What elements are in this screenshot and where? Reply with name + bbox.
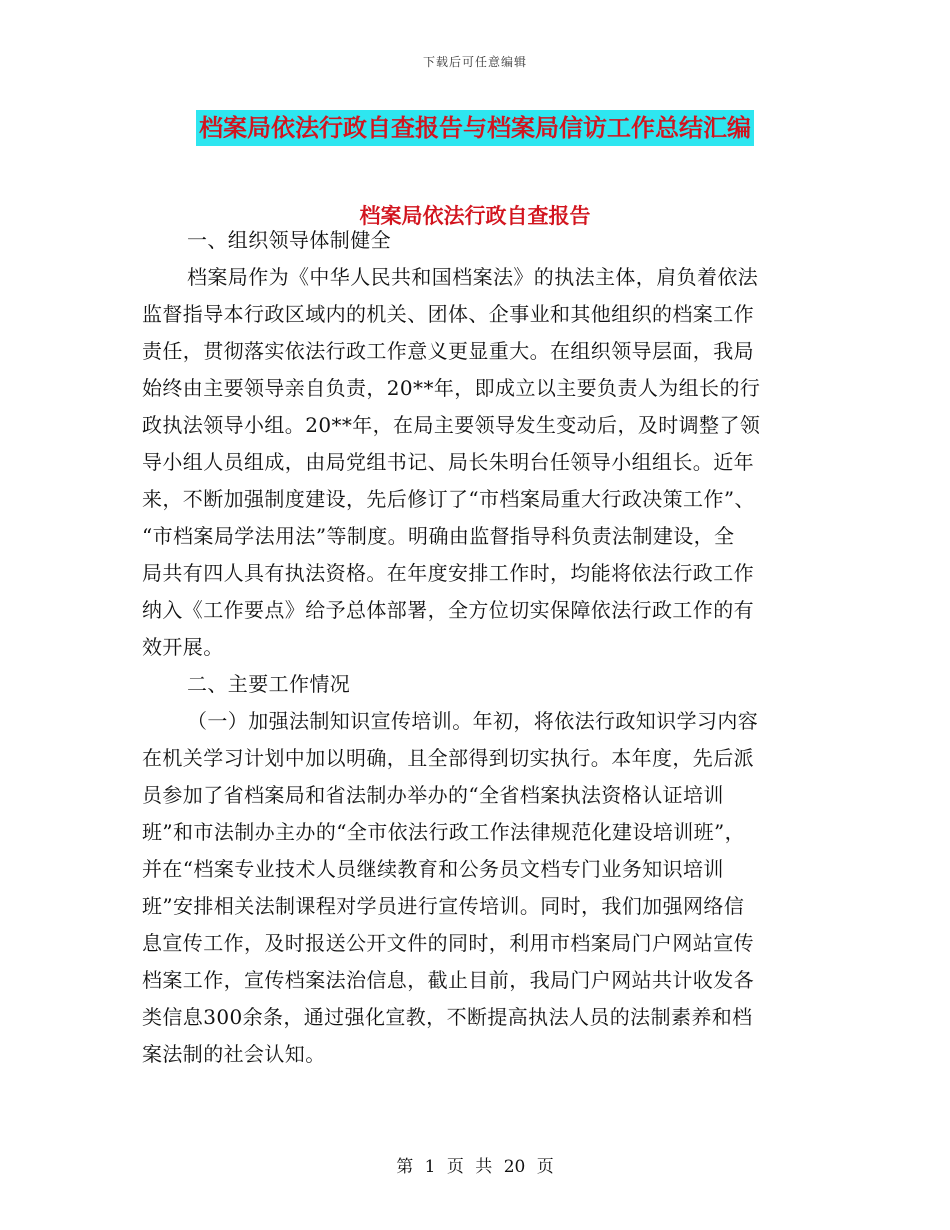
section-title: 档案局依法行政自查报告 (359, 204, 591, 228)
paragraph-line: 并在“档案专业技术人员继续教育和公务员文档专门业务知识培训 (142, 857, 724, 881)
paragraph-line: 息宣传工作，及时报送公开文件的同时，利用市档案局门户网站宣传 (142, 931, 754, 955)
paragraph-line: “市档案局学法用法”等制度。明确由监督指导科负责法制建设，全 (142, 524, 735, 548)
paragraph-line: 政执法领导小组。20**年，在局主要领导发生变动后，及时调整了领 (142, 413, 761, 437)
paragraph-line: 始终由主要领导亲自负责，20**年，即成立以主要负责人为组长的行 (142, 376, 761, 400)
paragraph-line: 纳入《工作要点》给予总体部署，全方位切实保障依法行政工作的有 (142, 598, 754, 622)
paragraph-line: 导小组人员组成，由局党组书记、局长朱明台任领导小组组长。近年 (142, 450, 754, 474)
paragraph-line: 类信息300余条，通过强化宣教，不断提高执法人员的法制素养和档 (142, 1005, 753, 1029)
paragraph-line: 员参加了省档案局和省法制办举办的“全省档案执法资格认证培训 (142, 783, 724, 807)
paragraph-line: 在机关学习计划中加以明确，且全部得到切实执行。本年度，先后派 (142, 746, 754, 770)
paragraph-line: 监督指导本行政区域内的机关、团体、企事业和其他组织的档案工作 (142, 302, 754, 326)
body-text (142, 222, 808, 1073)
heading-1: 一、组织领导体制健全 (187, 228, 391, 252)
paragraph-line: 来，不断加强制度建设，先后修订了“市档案局重大行政决策工作”、 (142, 487, 755, 511)
heading-2: 二、主要工作情况 (187, 672, 351, 696)
document-title: 档案局依法行政自查报告与档案局信访工作总结汇编 (196, 110, 754, 146)
paragraph-line: 责任，贯彻落实依法行政工作意义更显重大。在组织领导层面，我局 (142, 339, 754, 363)
paragraph-line: 效开展。 (142, 635, 224, 659)
paragraph-line: （一）加强法制知识宣传培训。年初，将依法行政知识学习内容 (187, 709, 759, 733)
paragraph-line: 班”安排相关法制课程对学员进行宣传培训。同时，我们加强网络信 (142, 894, 745, 918)
paragraph-line: 局共有四人具有执法资格。在年度安排工作时，均能将依法行政工作 (142, 561, 754, 585)
paragraph-line: 案法制的社会认知。 (142, 1042, 326, 1066)
paragraph-line: 档案工作，宣传档案法治信息，截止目前，我局门户网站共计收发各 (142, 968, 754, 992)
paragraph-line: 档案局作为《中华人民共和国档案法》的执法主体，肩负着依法 (187, 265, 759, 289)
header-note: 下载后可任意编辑 (422, 55, 527, 69)
page-footer: 第 1 页 共 20 页 (396, 1157, 554, 1177)
paragraph-line: 班”和市法制办主办的“全市依法行政工作法律规范化建设培训班”， (142, 820, 746, 844)
